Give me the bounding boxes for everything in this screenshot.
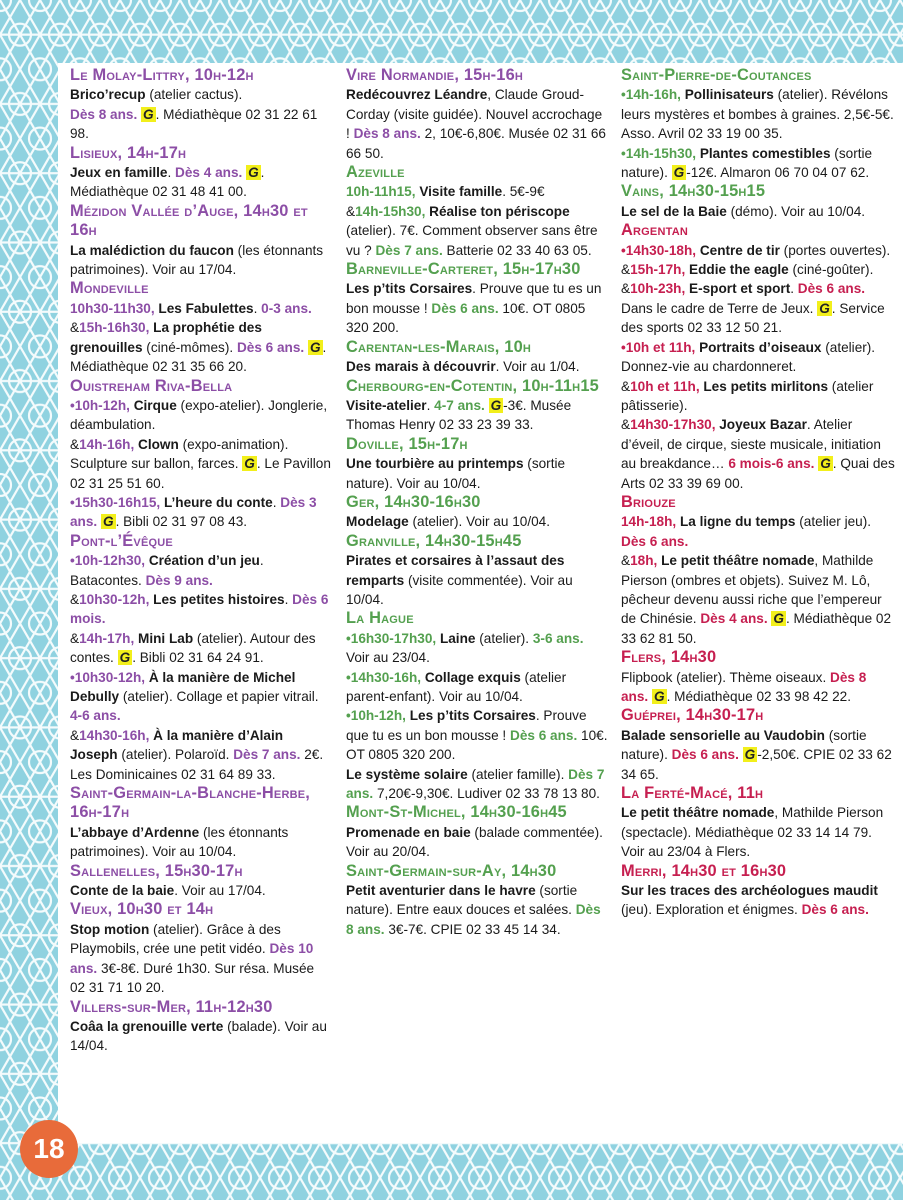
event-title: Collage exquis (424, 669, 521, 685)
location-heading: Mont-St-Michel, 14h30-16h45 (346, 803, 567, 822)
event-title: Les petits mirlitons (703, 378, 829, 394)
event-title: Le petit théâtre nomade (661, 553, 815, 569)
event-text: (les étonnants patrimoines). Voir au 10/04. (70, 824, 289, 860)
event-text: . Bibli 02 31 64 24 91. (132, 650, 264, 666)
event-time: 10h30-11h30, (70, 300, 159, 316)
event-title: Le petit théâtre nomade (621, 805, 775, 821)
event-entry (70, 493, 332, 532)
event-text: (atelier). (475, 630, 533, 646)
location-heading: Merri, 14h30 et 16h30 (621, 861, 787, 880)
location-heading: Briouze (621, 492, 676, 511)
event-entry (621, 803, 896, 861)
event-text: (atelier). Voir au 10/04. (408, 514, 551, 530)
event-entry (621, 377, 896, 416)
age-range: Dès 9 ans. (145, 572, 213, 588)
free-badge: G (819, 300, 830, 316)
event-text: . (272, 494, 281, 510)
event-title: Portraits d’oiseaux (699, 339, 822, 355)
location-heading: Vains, 14h30-15h15 (621, 182, 766, 201)
free-badge: G (102, 514, 114, 530)
event-title: Création d’un jeu (148, 553, 260, 569)
location-heading: Barneville-Carteret, 15h-17h30 (346, 260, 581, 279)
location-heading: Mondeville (70, 279, 149, 298)
event-time: 18h, (630, 553, 662, 569)
location-heading: Granville, 14h30-15h45 (346, 531, 522, 550)
event-text: (visite commentée). Voir au 10/04. (346, 572, 573, 607)
event-title: À la manière de Michel Debully (70, 669, 296, 704)
event-title: Réalise ton périscope (429, 203, 570, 219)
age-range: Dès 6 ans. (621, 533, 689, 549)
event-time: 14h-16h, (79, 436, 139, 452)
event-entry (346, 202, 608, 260)
event-text: (atelier jeu). (795, 514, 872, 530)
location-heading: Argentan (621, 221, 689, 240)
event-text: . 5€-9€ (502, 184, 545, 200)
event-title: Mini Lab (138, 630, 194, 646)
event-text: (atelier parent-enfant). Voir au 10/04. (346, 669, 567, 704)
event-time: 14h-15h30, (355, 203, 430, 219)
location-heading: Doville, 15h-17h (346, 434, 468, 453)
event-text: . Service des sports 02 33 12 50 21. (621, 300, 885, 336)
event-title: Coâa la grenouille verte (70, 1018, 224, 1034)
event-entry (70, 1017, 332, 1056)
age-range: Dès 4 ans. (700, 611, 772, 627)
event-title: La prophétie des grenouilles (70, 320, 262, 355)
event-text: . (426, 397, 435, 413)
event-entry (621, 85, 896, 143)
location-heading: Cherbourg-en-Cotentin, 10h-11h15 (346, 376, 599, 395)
event-text: (atelier). Donnez-vie au chardonneret. (621, 339, 876, 375)
event-text: . (253, 300, 262, 316)
event-time: •14h30-16h, (346, 669, 425, 685)
age-range: Dès 6 ans. (801, 902, 869, 918)
event-text: 3€-8€. Duré 1h30. Sur résa. Musée 02 31 71 10 20. (70, 960, 315, 996)
event-entry (70, 823, 332, 862)
event-title: Laine (439, 630, 476, 646)
event-text: 7,20€-9,30€. Ludiver 02 33 78 13 80. (373, 786, 600, 802)
event-text: -12€. Almaron 06 70 04 07 62. (686, 165, 870, 181)
event-text: -2,50€. CPIE 02 33 62 34 65. (621, 747, 892, 782)
event-title: Visite famille (419, 184, 503, 200)
event-text: Voir au 23/04. (346, 650, 430, 666)
event-entry (346, 279, 608, 337)
event-text: . Voir au 1/04. (495, 359, 580, 375)
event-time: •10h et 11h, (621, 339, 700, 355)
event-text: 10€. OT 0805 320 200. (346, 727, 608, 763)
event-title: Brico’recup (70, 87, 146, 103)
event-time: •10h-12h, (70, 397, 134, 413)
event-text: (atelier). Collage et papier vitrail. (119, 689, 319, 704)
age-range: Dès 7 ans. (346, 766, 605, 802)
event-entry (70, 163, 332, 202)
listing-columns (70, 66, 895, 1146)
event-entry (70, 435, 332, 493)
event-text: 2, 10€-6,80€. Musée 02 31 66 66 50. (346, 126, 606, 161)
event-text: (portes ouvertes). (779, 242, 891, 258)
event-title: L’heure du conte (163, 494, 273, 510)
age-range: Dès 7 ans. (375, 242, 443, 258)
event-text: -3€. Musée Thomas Henry 02 33 23 39 33. (346, 397, 572, 433)
location-heading: Saint-Pierre-de-Coutances (621, 66, 812, 84)
event-title: Joyeux Bazar (719, 417, 807, 433)
page-number-badge: 18 (20, 1120, 78, 1178)
column-1 (70, 66, 332, 1056)
location-heading: Saint-Germain-sur-Ay, 14h30 (346, 861, 557, 880)
age-range: Dès 8 ans. (353, 126, 421, 142)
event-text: (atelier pâtisserie). (621, 378, 874, 413)
event-title: Balade sensorielle au Vaudobin (621, 727, 825, 743)
event-text: & (621, 281, 631, 297)
free-badge: G (490, 397, 502, 413)
event-time: 14h30-16h, (79, 727, 154, 743)
event-title: Clown (138, 436, 179, 452)
event-entry (621, 202, 896, 221)
event-text: . Le Pavillon 02 31 25 51 60. (70, 456, 331, 491)
event-entry (346, 182, 608, 201)
event-text: Dans le cadre de Terre de Jeux. (621, 300, 818, 316)
event-entry (621, 144, 896, 183)
event-title: Le sel de la Baie (621, 203, 727, 219)
event-text: (atelier). Grâce à des Playmobils, crée une petit vidéo. (70, 921, 281, 957)
event-text: & (346, 203, 356, 219)
event-entry (621, 881, 896, 920)
age-range: Dès 6 ans. (671, 747, 743, 763)
event-text: (ciné-goûter). (788, 262, 874, 278)
event-time: 10h30-12h, (79, 591, 154, 607)
event-entry (346, 357, 608, 376)
free-badge: G (248, 165, 259, 181)
event-text: . Médiathèque 02 31 48 41 00. (70, 165, 265, 200)
event-text: . (284, 591, 293, 607)
event-title: Les Fabulettes (158, 300, 254, 316)
location-heading: Villers-sur-Mer, 11h-12h30 (70, 997, 273, 1016)
free-badge: G (309, 339, 321, 355)
event-entry (621, 551, 896, 648)
age-range: Dès 3 ans. (70, 494, 317, 530)
event-title: Visite-atelier (346, 397, 427, 413)
free-badge: G (820, 456, 831, 472)
event-text: (sortie nature). (621, 145, 873, 181)
event-text: (expo-atelier). Jonglerie, déambulation. (70, 397, 328, 433)
event-title: Cirque (133, 397, 177, 413)
event-text: 2€. Les Dominicaines 02 31 64 89 33. (70, 747, 324, 782)
event-text: & (621, 262, 631, 278)
event-entry (346, 85, 608, 163)
event-entry (621, 260, 896, 279)
event-entry (346, 551, 608, 609)
event-entry (346, 629, 608, 668)
event-entry (621, 338, 896, 377)
event-time: •14h30-18h, (621, 242, 700, 258)
event-entry (346, 765, 608, 804)
free-badge: G (653, 689, 665, 704)
event-text: & (70, 436, 80, 452)
location-heading: Pont-l’Évêque (70, 531, 173, 550)
event-entry (70, 105, 332, 144)
event-entry (346, 668, 608, 707)
event-text: (jeu). Exploration et énigmes. (621, 902, 802, 918)
event-text: & (70, 320, 80, 336)
event-title: À la manière d’Alain Joseph (70, 727, 284, 763)
event-entry (70, 551, 332, 590)
event-text: & (70, 727, 80, 743)
event-title: Jeux en famille (70, 165, 168, 181)
event-text: (sortie nature). Entre eaux douces et salées. (346, 883, 578, 918)
event-text: (atelier cactus). (145, 87, 243, 103)
free-badge: G (773, 611, 784, 627)
event-entry (70, 590, 332, 629)
age-range: 6 mois-6 ans. (728, 456, 819, 472)
location-heading: Saint-Germain-la-Blanche-Herbe, 16h-17h (70, 784, 311, 822)
event-entry (346, 396, 608, 435)
event-text: . Médiathèque 02 33 98 42 22. (666, 689, 851, 704)
event-title: Des marais à découvrir (346, 359, 496, 375)
location-heading: Ouistreham Riva-Bella (70, 376, 233, 395)
event-text: , Mathilde Pierson (ombres et objets). Suivez M. Lô, pêcheur devenu aussi riche que l’empereur de Chinésie. (621, 553, 882, 627)
event-title: Redécouvrez Léandre (346, 87, 488, 103)
event-entry (70, 726, 332, 784)
event-text: . Batacontes. (70, 553, 264, 588)
event-text: (balade commentée). Voir au 20/04. (346, 824, 603, 860)
event-text: & (70, 591, 80, 607)
event-time: •10h-12h, (346, 708, 410, 724)
location-heading: La Ferté-Macé, 11h (621, 784, 764, 803)
event-time: 10h-11h15, (346, 184, 420, 200)
event-time: 10h-23h, (630, 281, 690, 297)
event-text: . Médiathèque 02 31 35 66 20. (70, 339, 327, 375)
event-text: (atelier famille). (467, 766, 569, 782)
event-title: La malédiction du faucon (70, 242, 234, 258)
event-text: (expo-animation). Sculpture sur ballon, farces. (70, 436, 289, 472)
event-entry (346, 512, 608, 531)
free-badge: G (119, 650, 131, 666)
event-text: (sortie nature). Voir au 10/04. (346, 456, 566, 491)
age-range: 0-3 ans. (261, 300, 312, 316)
event-text: 3€-7€. CPIE 02 33 45 14 34. (384, 921, 561, 937)
event-text: & (621, 417, 631, 433)
event-text: . Prouve que tu es un bon mousse ! (346, 281, 602, 316)
event-entry (70, 318, 332, 376)
event-entry (346, 823, 608, 862)
event-time: 15h-16h30, (79, 320, 154, 336)
event-time: •10h-12h30, (70, 553, 149, 569)
event-title: Pirates et corsaires à l’assaut des remparts (346, 553, 565, 588)
event-title: Une tourbière au printemps (346, 456, 524, 472)
event-text: , Mathilde Pierson (spectacle). Médiathèque 02 33 14 14 79. Voir au 23/04 à Flers. (621, 805, 884, 860)
event-text: Batterie 02 33 40 63 05. (442, 242, 592, 258)
age-range: Dès 6 mois. (70, 591, 329, 627)
event-entry (621, 726, 896, 784)
event-title: Pollinisateurs (684, 87, 774, 103)
event-text: Flipbook (atelier). Thème oiseaux. (621, 669, 831, 685)
event-text: . Bibli 02 31 97 08 43. (115, 514, 248, 530)
event-title: Conte de la baie (70, 883, 175, 899)
location-heading: Vire Normandie, 15h-16h (346, 66, 524, 84)
event-text: . Prouve que tu es un bon mousse ! (346, 708, 587, 743)
event-title: Sur les traces des archéologues maudit (621, 883, 878, 899)
event-time: •16h30-17h30, (346, 630, 440, 646)
event-entry (70, 85, 332, 104)
age-range: Dès 6 ans. (431, 300, 499, 316)
event-time: 14h-18h, (621, 514, 680, 530)
location-heading: Guéprei, 14h30-17h (621, 706, 764, 725)
event-entry (346, 706, 608, 764)
age-range: 3-6 ans. (532, 630, 584, 646)
location-heading: Le Molay-Littry, 10h-12h (70, 66, 254, 84)
event-time: 10h et 11h, (630, 378, 704, 394)
event-text: (sortie nature). (621, 727, 867, 763)
event-title: Centre de tir (699, 242, 780, 258)
event-text: . (167, 165, 176, 181)
event-title: Les p’tits Corsaires (346, 281, 473, 297)
event-text: (balade). Voir au 14/04. (70, 1018, 327, 1054)
event-text: . Médiathèque 02 31 22 61 98. (70, 106, 318, 142)
event-title: E-sport et sport (689, 281, 791, 297)
event-title: Stop motion (70, 921, 150, 937)
event-time: •10h30-12h, (70, 669, 149, 685)
event-text: . Médiathèque 02 33 62 81 50. (621, 611, 892, 646)
event-text: . Quai des Arts 02 33 39 69 00. (621, 456, 895, 491)
location-heading: Lisieux, 14h-17h (70, 143, 187, 162)
event-text: (les étonnants patrimoines). Voir au 17/04. (70, 242, 324, 278)
event-time: •14h-15h30, (621, 145, 700, 161)
event-entry (70, 881, 332, 900)
age-range: 4-6 ans. (70, 708, 121, 724)
age-range: 4-7 ans. (434, 397, 489, 413)
event-title: Petit aventurier dans le havre (346, 883, 536, 899)
event-entry (346, 454, 608, 493)
event-text: (démo). Voir au 10/04. (726, 203, 866, 219)
event-entry (621, 668, 896, 707)
age-range: Dès 8 ans. (621, 669, 867, 704)
event-text: . Atelier d’éveil, de cirque, sieste musicale, initiation au breakdance… (621, 417, 881, 472)
free-badge: G (673, 165, 685, 181)
event-entry (70, 629, 332, 668)
event-entry (346, 881, 608, 939)
age-range: Dès 7 ans. (233, 747, 301, 763)
event-title: Les petites histoires (153, 591, 285, 607)
event-entry (621, 241, 896, 260)
event-text: (atelier). Révélons leurs mystères et bombes à graines. 2,5€-5€. Asso. Avril 02 33 19 00 35. (621, 87, 894, 142)
event-text: , Claude Groud-Corday (visite guidée). Nouvel accrochage ! (346, 87, 603, 142)
age-range: Dès 6 ans. (510, 727, 578, 743)
event-time: •14h-16h, (621, 87, 685, 103)
event-entry (70, 396, 332, 435)
event-entry (621, 415, 896, 493)
age-range: Dès 10 ans. (70, 941, 314, 976)
event-entry (621, 512, 896, 551)
event-entry (70, 299, 332, 318)
location-heading: Carentan-les-Marais, 10h (346, 337, 532, 356)
event-title: Promenade en baie (346, 824, 471, 840)
free-badge: G (143, 106, 154, 122)
event-time: 14h-17h, (79, 630, 139, 646)
event-title: L’abbaye d’Ardenne (70, 824, 200, 840)
age-range: Dès 6 ans. (236, 339, 308, 355)
event-text: . (790, 281, 798, 297)
location-heading: Ger, 14h30-16h30 (346, 492, 481, 511)
age-range: Dès 4 ans. (175, 165, 247, 181)
event-text: & (621, 553, 631, 569)
free-badge: G (744, 747, 756, 763)
event-text: . Voir au 17/04. (174, 883, 266, 899)
event-text: (atelier). Autour des contes. (70, 630, 316, 666)
event-title: La ligne du temps (679, 514, 796, 530)
age-range: Dès 8 ans. (346, 902, 601, 937)
event-time: 14h30-17h30, (630, 417, 720, 433)
column-3 (621, 66, 896, 920)
free-badge: G (244, 456, 255, 472)
event-entry (70, 920, 332, 998)
event-text: (ciné-mômes). (142, 339, 237, 355)
event-title: Modelage (346, 514, 409, 530)
event-time: 15h-17h, (630, 262, 690, 278)
event-entry (70, 668, 332, 726)
location-heading: Mézidon Vallée d’Auge, 14h30 et 16h (70, 201, 308, 240)
event-entry (621, 279, 896, 337)
event-text: & (621, 378, 631, 394)
event-title: Eddie the eagle (689, 262, 789, 278)
location-heading: La Hague (346, 609, 414, 628)
column-2 (346, 66, 608, 939)
event-time: •15h30-16h15, (70, 494, 164, 510)
location-heading: Vieux, 10h30 et 14h (70, 900, 214, 919)
age-range: Dès 8 ans. (70, 106, 142, 122)
event-text: 10€. OT 0805 320 200. (346, 300, 586, 336)
event-entry (70, 241, 332, 280)
event-text: & (70, 630, 80, 646)
event-text: (atelier). Polaroïd. (117, 747, 234, 763)
location-heading: Flers, 14h30 (621, 648, 717, 667)
event-text: (atelier). 7€. Comment observer sans être vu ? (346, 223, 598, 258)
age-range: Dès 6 ans. (797, 281, 866, 297)
event-title: Plantes comestibles (699, 145, 831, 161)
event-title: Les p’tits Corsaires (409, 708, 536, 724)
event-title: Le système solaire (346, 766, 468, 782)
location-heading: Sallenelles, 15h30-17h (70, 861, 243, 880)
location-heading: Azeville (346, 163, 405, 182)
